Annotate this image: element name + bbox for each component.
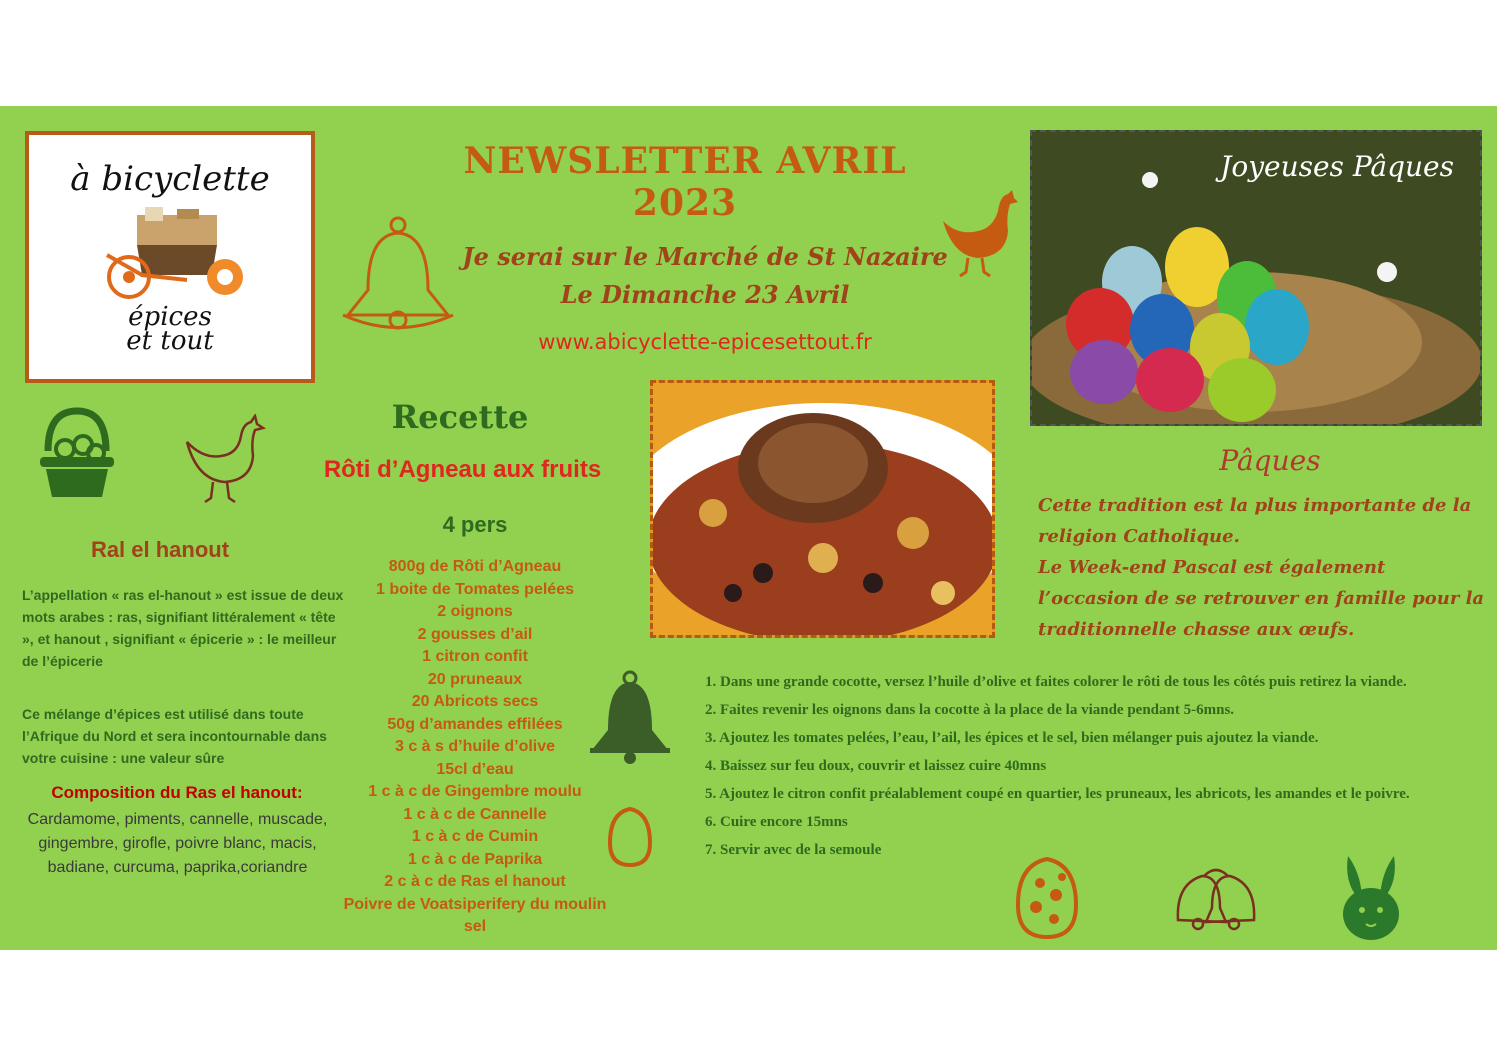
step-item: 4. Baissez sur feu doux, couvrir et laissez cuire 40mns — [705, 758, 1047, 774]
ingredient-item: 1 boite de Tomates pelées — [376, 580, 574, 598]
composition-heading: Composition du Ras el hanout: — [51, 783, 303, 802]
ingredient-item: 1 c à c de Cumin — [411, 828, 539, 845]
bunny-icon — [1338, 852, 1404, 944]
ingredient-item: 50g d’amandes effilées — [387, 715, 563, 733]
hen-icon — [938, 186, 1022, 278]
chicken-icon — [183, 414, 269, 506]
ingredient-item: 20 pruneaux — [427, 670, 523, 688]
logo-bottom-text — [29, 302, 311, 356]
ingredient-item: 1 c à c de Gingembre moulu — [368, 783, 582, 800]
ingredient-item: 3 c à s d’huile d’olive — [394, 738, 556, 755]
step-item: 3. Ajoutez les tomates pelées, l’eau, l’ail, les épices et le sel, bien mélanger puis ajoutez la viande. — [705, 730, 1319, 746]
ingredient-item: Poivre de Voatsiperifery du moulin — [343, 895, 607, 913]
double-bell-icon — [1168, 862, 1264, 936]
step-item: 2. Faites revenir les oignons dans la cocotte à la place de la viande pendant 5-6mns. — [705, 702, 1235, 718]
composition-text: Cardamome, piments, cannelle, muscade, gingembre, girofle, poivre blanc, macis, badiane, curcuma, paprika,coriandre — [27, 811, 328, 876]
ingredient-item: 2 gousses d’ail — [417, 625, 533, 643]
dish-photo — [650, 380, 995, 638]
paques-text — [1038, 490, 1488, 645]
easter-eggs-photo — [1030, 130, 1482, 426]
ingredient-item: 20 Abricots secs — [411, 693, 539, 710]
step-item: 1. Dans une grande cocotte, versez l’huile d’olive et faites colorer le rôti de tous les côtés puis retirez la viande. — [705, 674, 1407, 690]
logo-top-text: à bicyclette — [70, 159, 270, 199]
bicycle-cart-icon — [97, 205, 257, 300]
ingredient-item: 800g de Rôti d’Agneau — [388, 558, 562, 575]
roast-lamb-image — [653, 383, 992, 635]
basket-icon — [38, 405, 116, 501]
recipe-steps — [705, 668, 1480, 864]
bell-icon — [338, 215, 458, 345]
logo — [25, 131, 315, 383]
recipe-heading: Recette — [391, 398, 529, 436]
ingredient-list — [330, 556, 620, 939]
market-line-2: Le Dimanche 23 Avril — [560, 280, 850, 309]
logo-bottom-line2: et tout — [126, 326, 214, 356]
paques-text-line-2: Le Week-end Pascal est également l’occasion de se retrouver en famille pour la traditionnelle chasse aux œufs. — [1038, 557, 1485, 640]
recipe-servings: 4 pers — [442, 512, 508, 537]
ingredient-item: 15cl d’eau — [436, 760, 514, 778]
logo-bottom-line1: épices — [128, 302, 212, 332]
ingredient-item: 2 oignons — [437, 603, 513, 620]
step-item: 5. Ajoutez le citron confit préalablement coupé en quartier, les pruneaux, les abricots, les amandes et le poivre. — [705, 786, 1410, 802]
ingredient-item: sel — [463, 918, 487, 935]
step-item: 7. Servir avec de la semoule — [705, 842, 882, 858]
paques-text-line-1: Cette tradition est la plus importante de la religion Catholique. — [1038, 495, 1472, 547]
paques-heading: Pâques — [1219, 444, 1321, 477]
ingredient-item: 1 citron confit — [422, 648, 528, 665]
newsletter-title: NEWSLETTER AVRIL 2023 — [463, 140, 907, 224]
ras-paragraph-1: L’appellation « ras el-hanout » est issue de deux mots arabes : ras, signifiant littéralement « tête », et hanout , signifiant « épicerie » : le meilleur de l’épicerie — [22, 587, 344, 669]
recipe-name: Rôti d’Agneau aux fruits — [323, 456, 602, 483]
ingredient-item: 2 c à c de Ras el hanout — [384, 873, 566, 890]
market-line-1: Je serai sur le Marché de St Nazaire — [462, 242, 948, 271]
egg-icon — [606, 805, 654, 869]
decorated-egg-icon — [1012, 855, 1082, 941]
easter-photo-caption: Joyeuses Pâques — [1220, 150, 1454, 183]
ingredient-item: 1 c à c de Cannelle — [403, 805, 547, 823]
bell-icon — [588, 670, 672, 766]
step-item: 6. Cuire encore 15mns — [705, 814, 848, 830]
website-link[interactable]: www.abicyclette-epicesettout.fr — [538, 330, 872, 354]
ras-paragraph-2: Ce mélange d’épices est utilisé dans toute l’Afrique du Nord et sera incontournable dans votre cuisine : une valeur sûre — [22, 706, 327, 766]
ingredient-item: 1 c à c de Paprika — [407, 850, 543, 868]
ras-heading: Ral el hanout — [90, 537, 230, 562]
